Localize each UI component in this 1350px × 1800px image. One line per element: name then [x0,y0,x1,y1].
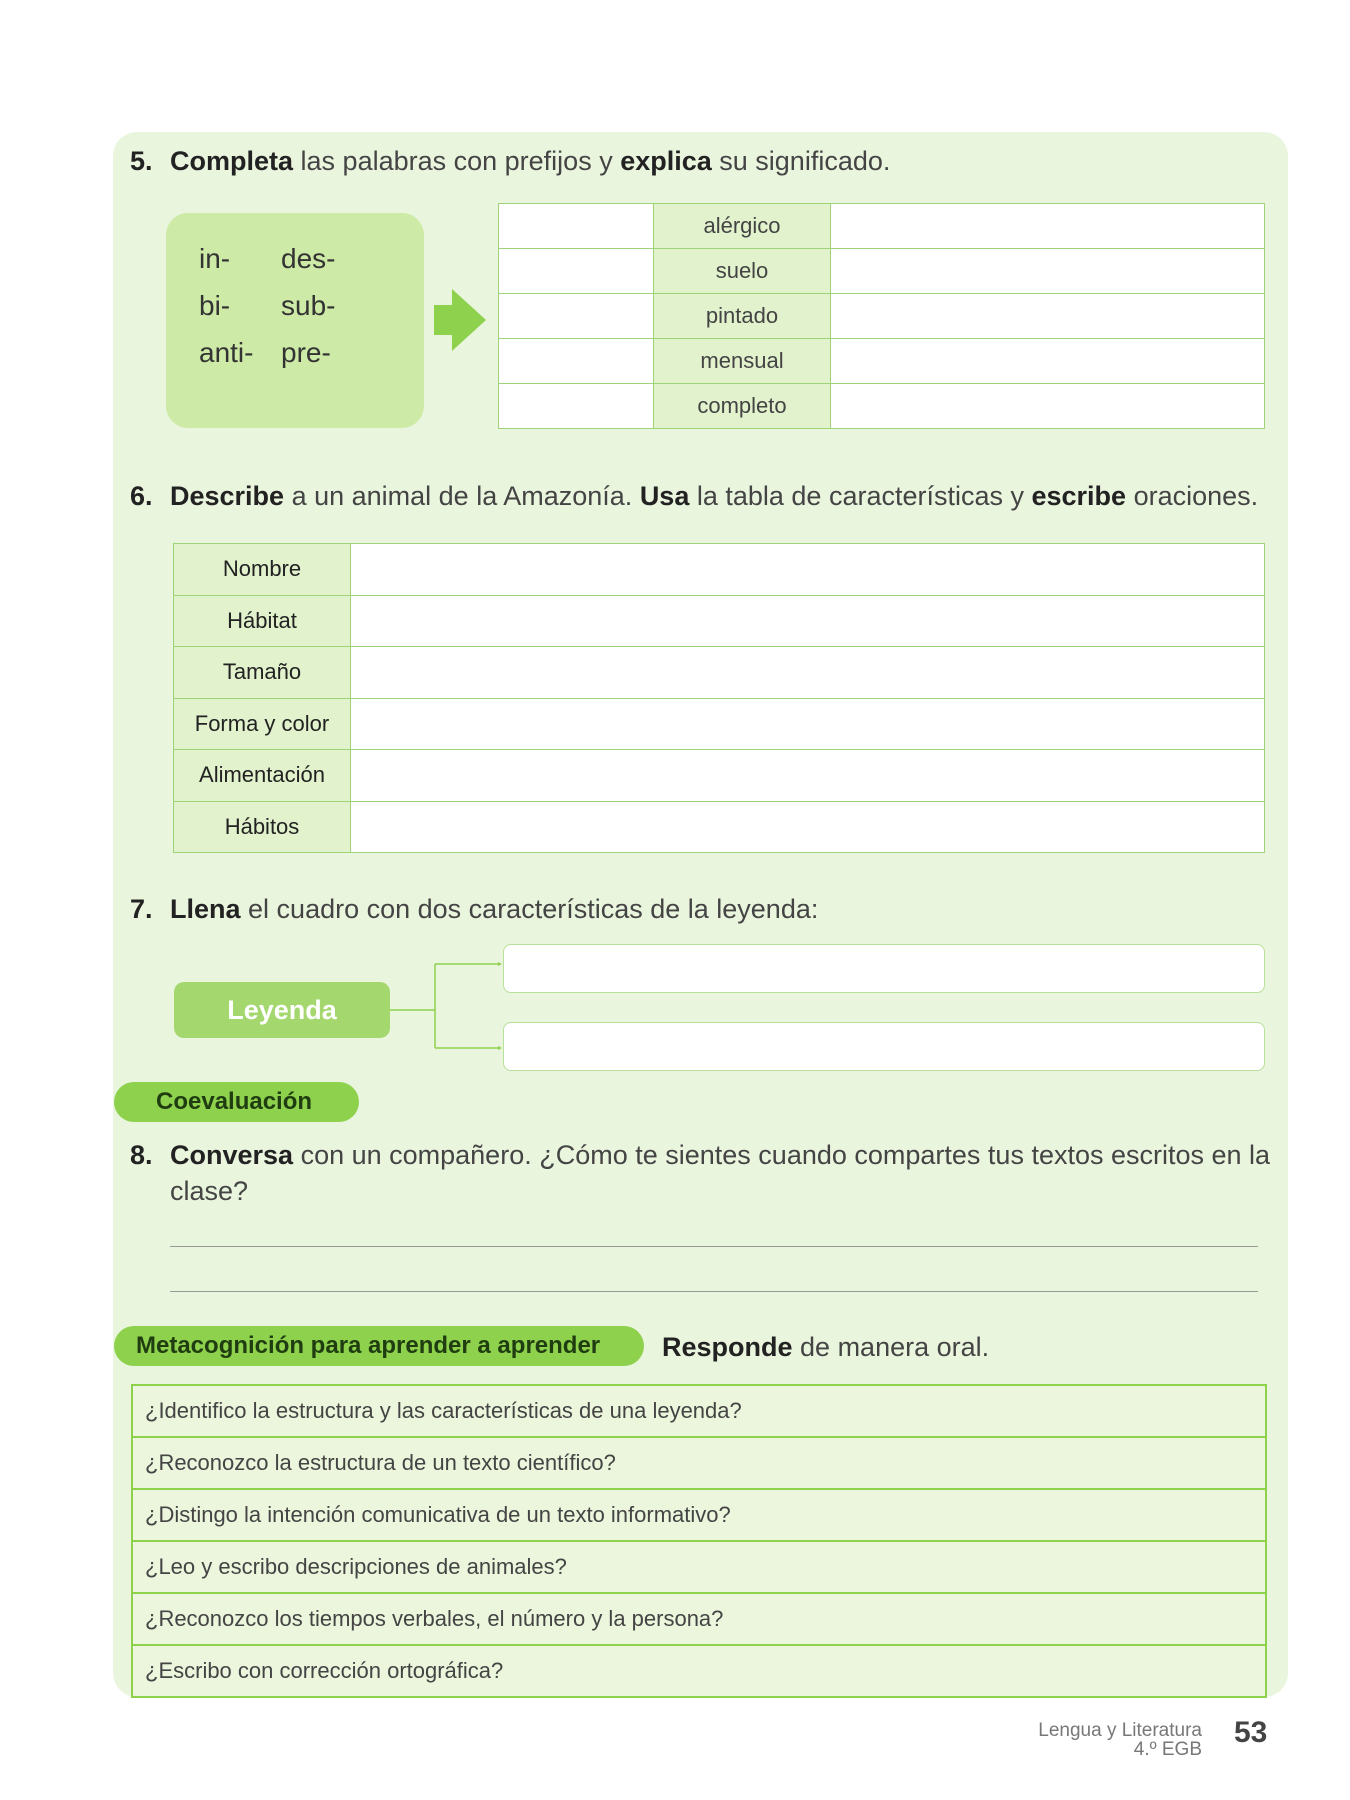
prefix-table [498,203,1265,429]
leyenda-answer-1[interactable] [503,944,1265,993]
meta-question: ¿Reconozco los tiempos verbales, el número y la persona? [132,1593,1266,1645]
prefix: anti- [199,337,254,368]
leyenda-box: Leyenda [174,982,390,1038]
prefix-input-cell[interactable] [499,339,654,384]
q6-title: 6. Describe a un animal de la Amazonía. Usa la tabla de características y escribe oraciones. [130,481,1259,511]
meta-question: ¿Escribo con corrección ortográfica? [132,1645,1266,1697]
characteristic-input[interactable] [351,544,1265,596]
characteristic-label: Tamaño [174,647,351,699]
prefix: in- [199,243,231,274]
animal-table [173,543,1265,853]
prefix: sub- [281,290,336,321]
metacognicion-badge: Metacognición para aprender a aprender [114,1326,644,1366]
arrow-right-icon [434,289,486,351]
word-cell: alérgico [654,204,831,249]
word-cell: completo [654,384,831,429]
meaning-input-cell[interactable] [831,384,1265,429]
prefix-input-cell[interactable] [499,294,654,339]
meta-question: ¿Distingo la intención comunicativa de un texto informativo? [132,1489,1266,1541]
prefix-box [166,213,424,428]
prefix: des- [281,243,336,274]
q7-title: 7. Llena el cuadro con dos características de la leyenda: [130,894,819,924]
coevaluacion-badge: Coevaluación [114,1082,359,1122]
meta-question: ¿Identifico la estructura y las características de una leyenda? [132,1385,1266,1437]
answer-line[interactable] [170,1291,1258,1292]
page-number: 53 [1234,1716,1268,1749]
prefix-input-cell[interactable] [499,249,654,294]
characteristic-label: Hábitat [174,595,351,647]
answer-line[interactable] [170,1246,1258,1247]
word-cell: mensual [654,339,831,384]
characteristic-input[interactable] [351,750,1265,802]
connector-lines [390,962,505,1062]
prefix-input-cell[interactable] [499,384,654,429]
prefix-input-cell[interactable] [499,204,654,249]
characteristic-input[interactable] [351,595,1265,647]
prefix: pre- [281,337,331,368]
characteristic-label: Hábitos [174,801,351,853]
prefix: bi- [199,290,231,321]
meaning-input-cell[interactable] [831,339,1265,384]
meaning-input-cell[interactable] [831,294,1265,339]
meta-question: ¿Leo y escribo descripciones de animales? [132,1541,1266,1593]
characteristic-label: Alimentación [174,750,351,802]
metacognicion-list [131,1384,1267,1698]
meta-instruction: Responde de manera oral. [662,1332,990,1362]
q8-title: 8. Conversa con un compañero. ¿Cómo te sientes cuando compartes tus textos escritos en la [130,1140,1271,1170]
characteristic-input[interactable] [351,801,1265,853]
leyenda-answer-2[interactable] [503,1022,1265,1071]
word-cell: pintado [654,294,831,339]
q8-title-line2: clase? [170,1176,249,1206]
word-cell: suelo [654,249,831,294]
footer-subject: Lengua y Literatura 4.º EGB [1038,1720,1202,1760]
characteristic-input[interactable] [351,698,1265,750]
meaning-input-cell[interactable] [831,249,1265,294]
characteristic-label: Nombre [174,544,351,596]
meaning-input-cell[interactable] [831,204,1265,249]
characteristic-input[interactable] [351,647,1265,699]
q5-title: 5. Completa las palabras con prefijos y explica su significado. [130,146,891,176]
characteristic-label: Forma y color [174,698,351,750]
meta-question: ¿Reconozco la estructura de un texto científico? [132,1437,1266,1489]
